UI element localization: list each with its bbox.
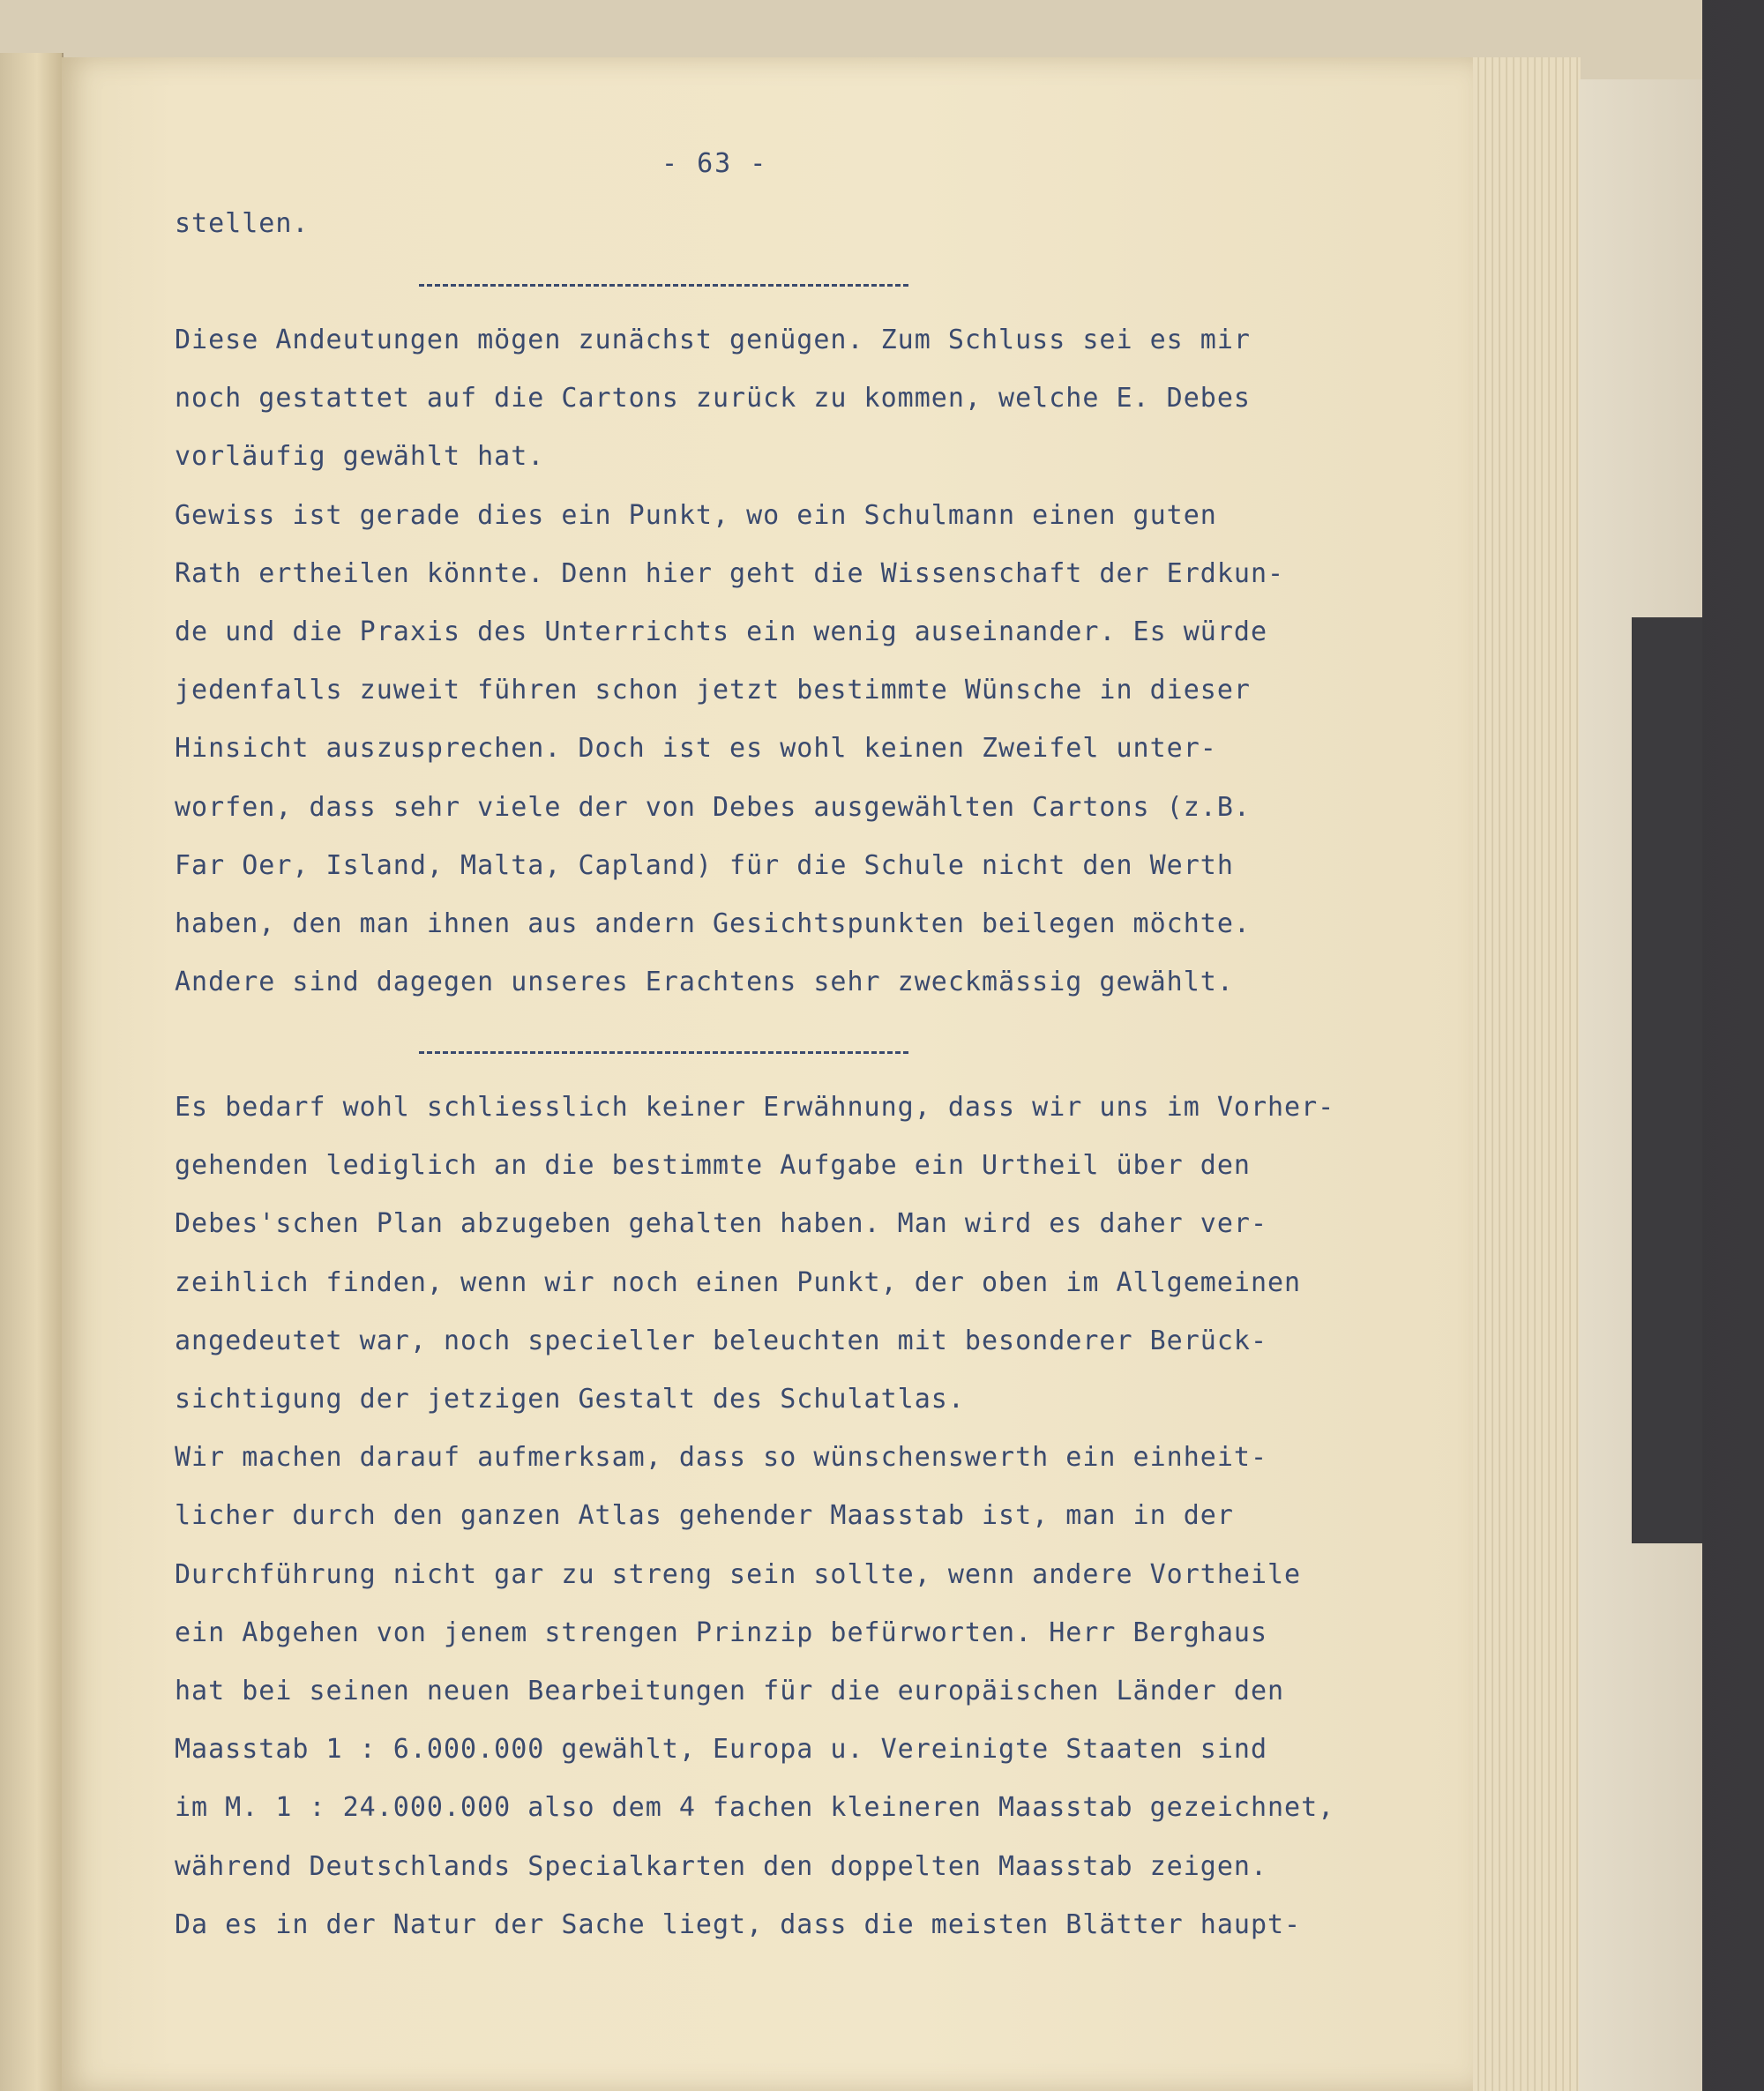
text-line: de und die Praxis des Unterrichts ein wenig auseinander. Es würde <box>175 616 1267 647</box>
separator-rule-1 <box>419 284 908 287</box>
text-line: Maasstab 1 : 6.000.000 gewählt, Europa u. Vereinigte Staaten sind <box>175 1734 1267 1766</box>
dark-background-strip <box>1632 617 1702 1543</box>
text-line: licher durch den ganzen Atlas gehender Maasstab ist, man in der <box>175 1500 1234 1532</box>
text-line: im M. 1 : 24.000.000 also dem 4 fachen kleineren Maasstab gezeichnet, <box>175 1792 1335 1824</box>
text-line: Diese Andeutungen mögen zunächst genügen. Zum Schluss sei es mir <box>175 325 1251 355</box>
text-line: angedeutet war, noch specieller beleuchten mit besonderer Berück- <box>175 1325 1267 1356</box>
text-line: während Deutschlands Specialkarten den doppelten Maasstab zeigen. <box>175 1850 1267 1882</box>
text-line: noch gestattet auf die Cartons zurück zu kommen, welche E. Debes <box>175 383 1251 414</box>
page-stack-edges <box>1464 57 1581 2091</box>
text-line: gehenden lediglich an die bestimmte Aufgabe ein Urtheil über den <box>175 1150 1251 1182</box>
text-line: worfen, dass sehr viele der von Debes ausgewählten Cartons (z.B. <box>175 791 1251 823</box>
text-line: Da es in der Natur der Sache liegt, dass die meisten Blätter haupt- <box>175 1908 1302 1940</box>
text-line: stellen. <box>175 208 310 239</box>
text-line: Wir machen darauf aufmerksam, dass so wünschenswerth ein einheit- <box>175 1442 1267 1474</box>
text-line: jedenfalls zuweit führen schon jetzt bestimmte Wünsche in dieser <box>175 675 1251 706</box>
left-page-edge <box>0 53 64 2091</box>
text-line: zeihlich finden, wenn wir noch einen Punkt, der oben im Allgemeinen <box>175 1266 1302 1298</box>
text-line: Rath ertheilen könnte. Denn hier geht die Wissenschaft der Erdkun- <box>175 557 1285 589</box>
text-line: Gewiss ist gerade dies ein Punkt, wo ein Schulmann einen guten <box>175 499 1217 531</box>
text-line: hat bei seinen neuen Bearbeitungen für die europäischen Länder den <box>175 1676 1285 1706</box>
text-line: vorläufig gewählt hat. <box>175 441 545 473</box>
text-line: haben, den man ihnen aus andern Gesichtspunkten beilegen möchte. <box>175 908 1251 939</box>
document-page <box>62 57 1473 2091</box>
page-number: - 63 - <box>662 148 768 179</box>
text-line: Hinsicht auszusprechen. Doch ist es wohl keinen Zweifel unter- <box>175 733 1217 765</box>
text-line: Far Oer, Island, Malta, Capland) für die Schule nicht den Werth <box>175 849 1234 881</box>
text-line: Debes'schen Plan abzugeben gehalten haben. Man wird es daher ver- <box>175 1208 1267 1240</box>
separator-rule-2 <box>419 1051 908 1054</box>
text-line: sichtigung der jetzigen Gestalt des Schulatlas. <box>175 1384 965 1415</box>
text-line: Durchführung nicht gar zu streng sein sollte, wenn andere Vortheile <box>175 1558 1302 1590</box>
text-line: Andere sind dagegen unseres Erachtens sehr zweckmässig gewählt. <box>175 967 1234 998</box>
text-line: ein Abgehen von jenem strengen Prinzip befürworten. Herr Berghaus <box>175 1617 1267 1648</box>
text-line: Es bedarf wohl schliesslich keiner Erwähnung, dass wir uns im Vorher- <box>175 1092 1335 1123</box>
